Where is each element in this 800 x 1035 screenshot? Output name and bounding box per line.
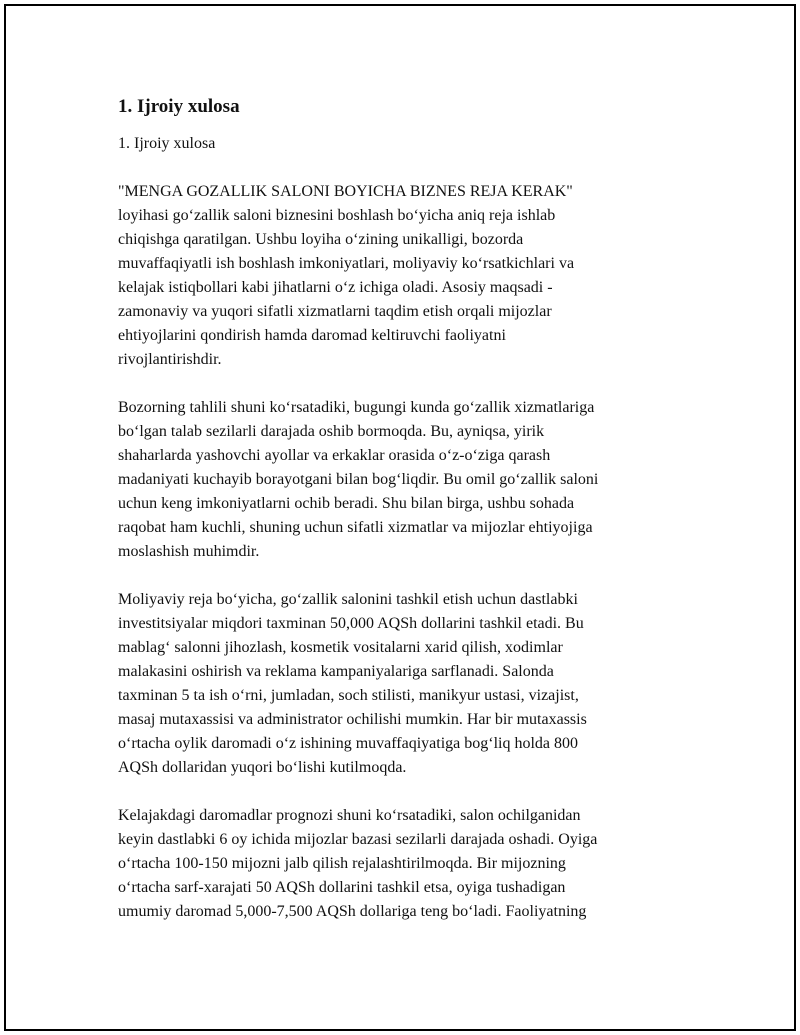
paragraph-forecast: Kelajakdagi daromadlar prognozi shuni ko‘rsatadiki, salon ochilganidan keyin dastlabki 6 oy ichida mijozlar bazasi sezilarli darajada oshadi. Oyiga o‘rtacha 100-150 mijozni jalb qilish rejalashtirilmoqda. Bir mijozning o‘rtacha sarf-xarajati 50 AQSh dollarini tashkil etsa, oyiga tushadigan umumiy daromad 5,000-7,500 AQSh dollariga teng bo‘ladi. Faoliyatning	[118, 807, 598, 920]
paragraph-finance: Moliyaviy reja bo‘yicha, go‘zallik salonini tashkil etish uchun dastlabki investitsiyalar miqdori taxminan 50,000 AQSh dollarini tashkil etadi. Bu mablag‘ salonni jihozlash, kosmetik vositalarni xarid qilish, xodimlar malakasini oshirish va reklama kampaniyalariga sarflanadi. Salonda taxminan 5 ta ish o‘rni, jumladan, soch stilisti, manikyur ustasi, vizajist, masaj mutaxassisi va administrator ochilishi mumkin. Har bir mutaxassis o‘rtacha oylik daromadi o‘z ishining muvaffaqiyatiga bog‘liq holda 800 AQSh dollaridan yuqori bo‘lishi kutilmoqda.	[118, 591, 587, 776]
section-subheading: 1. Ijroiy xulosa	[118, 135, 216, 152]
paragraph-market: Bozorning tahlili shuni ko‘rsatadiki, bugungi kunda go‘zallik xizmatlariga bo‘lgan talab sezilarli darajada oshib bormoqda. Bu, ayniqsa, yirik shaharlarda yashovchi ayollar va erkaklar orasida o‘z-o‘ziga qarash madaniyati kuchayib borayotgani bilan bog‘liqdir. Bu omil go‘zallik saloni uchun keng imkoniyatlarni ochib beradi. Shu bilan birga, ushbu sohada raqobat ham kuchli, shuning uchun sifatli xizmatlar va mijozlar ehtiyojiga moslashish muhimdir.	[118, 399, 599, 560]
paragraph-intro: "MENGA GOZALLIK SALONI BOYICHA BIZNES REJA KERAK" loyihasi go‘zallik saloni biznesini boshlash bo‘yicha aniq reja ishlab chiqishga qaratilgan. Ushbu loyiha o‘zining unikalligi, bozorda muvaffaqiyatli ish boshlash imkoniyatlari, moliyaviy ko‘rsatkichlari va kelajak istiqbollari kabi jihatlarni o‘z ichiga oladi. Asosiy maqsadi - zamonaviy va yuqori sifatli xizmatlarni taqdim etish orqali mijozlar ehtiyojlarini qondirish hamda daromad keltiruvchi faoliyatni rivojlantirishdir.	[118, 183, 575, 368]
section-heading: 1. Ijroiy xulosa	[118, 96, 240, 117]
document-body	[118, 96, 678, 948]
